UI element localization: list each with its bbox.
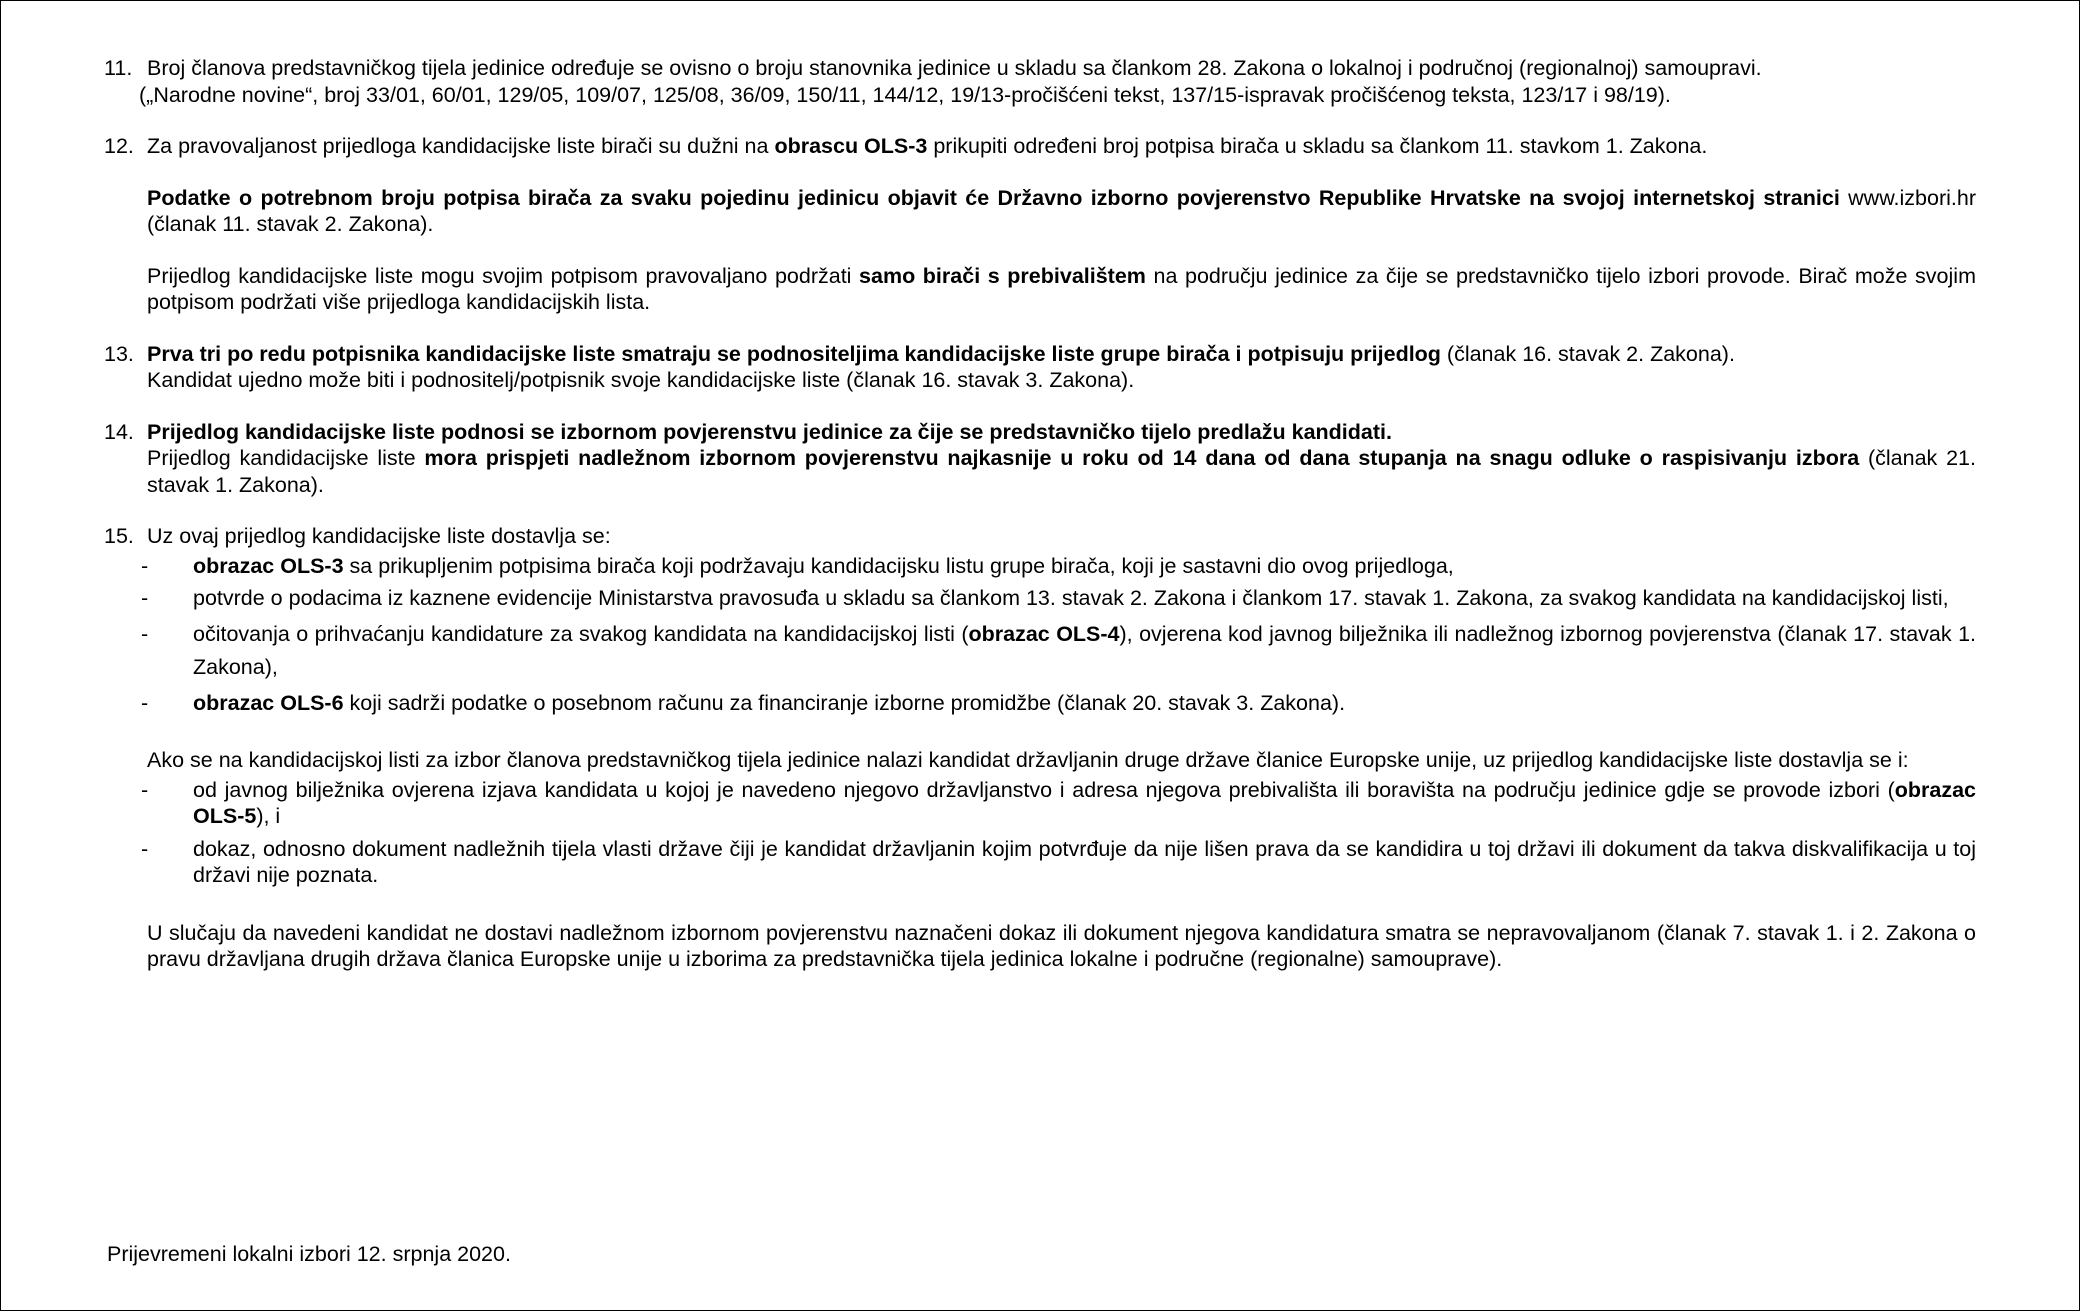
item-11-text — [139, 55, 1976, 108]
item-13 — [1, 341, 1976, 394]
item-11-line-1: Broj članova predstavničkog tijela jedinice određuje se ovisno o broju stanovnika jedinice u skladu sa člankom 28. Zakona o lokalnoj i područnoj (regionalnoj) samoupravi. — [147, 56, 1762, 80]
item-number: 11. — [104, 56, 133, 80]
item-12-paragraph-1: Za pravovaljanost prijedloga kandidacijske liste birači su dužni na obrascu OLS-3 prikupiti određeni broj potpisa birača u skladu sa člankom 11. stavkom 1. Zakona. — [147, 134, 1708, 158]
dash-marker: - — [141, 836, 149, 861]
eu-attachments-list — [141, 777, 1976, 889]
item-13-text: Prva tri po redu potpisnika kandidacijske liste smatraju se podnositeljima kandidacijske liste grupe birača i potpisuju prijedlog (članak 16. stavak 2. Zakona). Kandidat ujedno može biti i podnositelj/potpisnik svoje kandidacijske liste (članak 16. stavak 3. Zakona). — [147, 341, 1735, 392]
dash-marker: - — [141, 586, 149, 610]
item-12-paragraph-2: Podatke o potrebnom broju potpisa birača za svaku pojedinu jedinicu objavit će Državno izborno povjerenstvo Republike Hrvatske na svojoj internetskoj stranici www.izbori.hr (članak 11. stavak 2. Zakona). — [147, 185, 1976, 236]
item-12 — [1, 133, 1976, 316]
eu-candidate-intro: Ako se na kandidacijskoj listi za izbor članova predstavničkog tijela jedinice nalazi kandidat državljanin druge države članice Europske unije, uz prijedlog kandidacijske liste dostavlja se i: — [147, 748, 1909, 772]
item-11 — [1, 55, 1976, 108]
document-body — [1, 55, 2079, 973]
item-15-intro: Uz ovaj prijedlog kandidacijske liste dostavlja se: — [147, 524, 611, 548]
list-item: - obrazac OLS-3 sa prikupljenim potpisima birača koji podržavaju kandidacijsku listu grupe birača, koji je sastavni dio ovog prijedloga, — [141, 553, 1454, 578]
item-14 — [1, 419, 1976, 499]
item-number: 12. — [104, 134, 134, 158]
dash-marker: - — [141, 621, 149, 646]
item-number: 13. — [104, 341, 134, 366]
dash-marker: - — [141, 690, 149, 715]
closing-paragraph: U slučaju da navedeni kandidat ne dostavi nadležnom izbornom povjerenstvu naznačeni dokaz ili dokument njegova kandidatura smatra se nepravovaljanom (članak 7. stavak 1. i 2. Zakona o pravu državljana drugih država članica Europske unije u izborima za predstavnička tijela jedinica lokalne i područne (regionalne) samouprave). — [147, 920, 1976, 971]
dash-marker: - — [141, 553, 149, 578]
item-11-line-2: („Narodne novine“, broj 33/01, 60/01, 129/05, 109/07, 125/08, 36/09, 150/11, 144/12, 19/13-pročišćeni tekst, 137/15-ispravak pročišćenog teksta, 123/17 i 98/19). — [139, 82, 1671, 107]
list-item: - dokaz, odnosno dokument nadležnih tijela vlasti države čiji je kandidat državljanin kojim potvrđuje da nije lišen prava da se kandidira u toj državi ili dokument da takva diskvalifikacija u toj državi nije poznata. — [141, 836, 1976, 887]
list-item: - od javnog bilježnika ovjerena izjava kandidata u kojoj je navedeno njegovo državljanstvo i adresa njegova prebivališta ili boravišta na području jedinice gdje se provode izbori (obrazac OLS-5), i — [141, 777, 1976, 828]
list-item: - obrazac OLS-6 koji sadrži podatke o posebnom računu za financiranje izborne promidžbe (članak 20. stavak 3. Zakona). — [141, 690, 1346, 715]
list-item: - potvrde o podacima iz kaznene evidencije Ministarstva pravosuđa u skladu sa člankom 13. stavak 2. Zakona i člankom 17. stavak 1. Zakona, za svakog kandidata na kandidacijskoj listi, — [141, 586, 1949, 610]
item-15 — [1, 523, 1976, 973]
item-14-text: Prijedlog kandidacijske liste podnosi se izbornom povjerenstvu jedinice za čije se predstavničko tijelo predlažu kandidati. Prijedlog kandidacijske liste mora prispjeti nadležnom izbornom povjerenstvu najkasnije u roku od 14 dana od dana stupanja na snagu odluke o raspisivanju izbora (članak 21. stavak 1. Zakona). — [147, 419, 1976, 497]
dash-marker: - — [141, 777, 149, 802]
item-number: 14. — [104, 419, 134, 444]
footer-text: Prijevremeni lokalni izbori 12. srpnja 2020. — [107, 1242, 511, 1266]
list-item: - očitovanja o prihvaćanju kandidature za svakog kandidata na kandidacijskoj listi (obrazac OLS-4), ovjerena kod javnog bilježnika ili nadležnog izbornog povjerenstva (članak 17. stavak 1. Zakona), — [1, 618, 1976, 684]
item-number: 15. — [104, 524, 134, 548]
attachments-list — [141, 553, 1976, 717]
item-12-paragraph-3: Prijedlog kandidacijske liste mogu svojim potpisom pravovaljano podržati samo birači s prebivalištem na području jedinice za čije se predstavničko tijelo izbori provode. Birač može svojim potpisom podržati više prijedloga kandidacijskih lista. — [147, 263, 1976, 314]
form-ref-ols-3: obrascu OLS-3 — [774, 134, 928, 158]
